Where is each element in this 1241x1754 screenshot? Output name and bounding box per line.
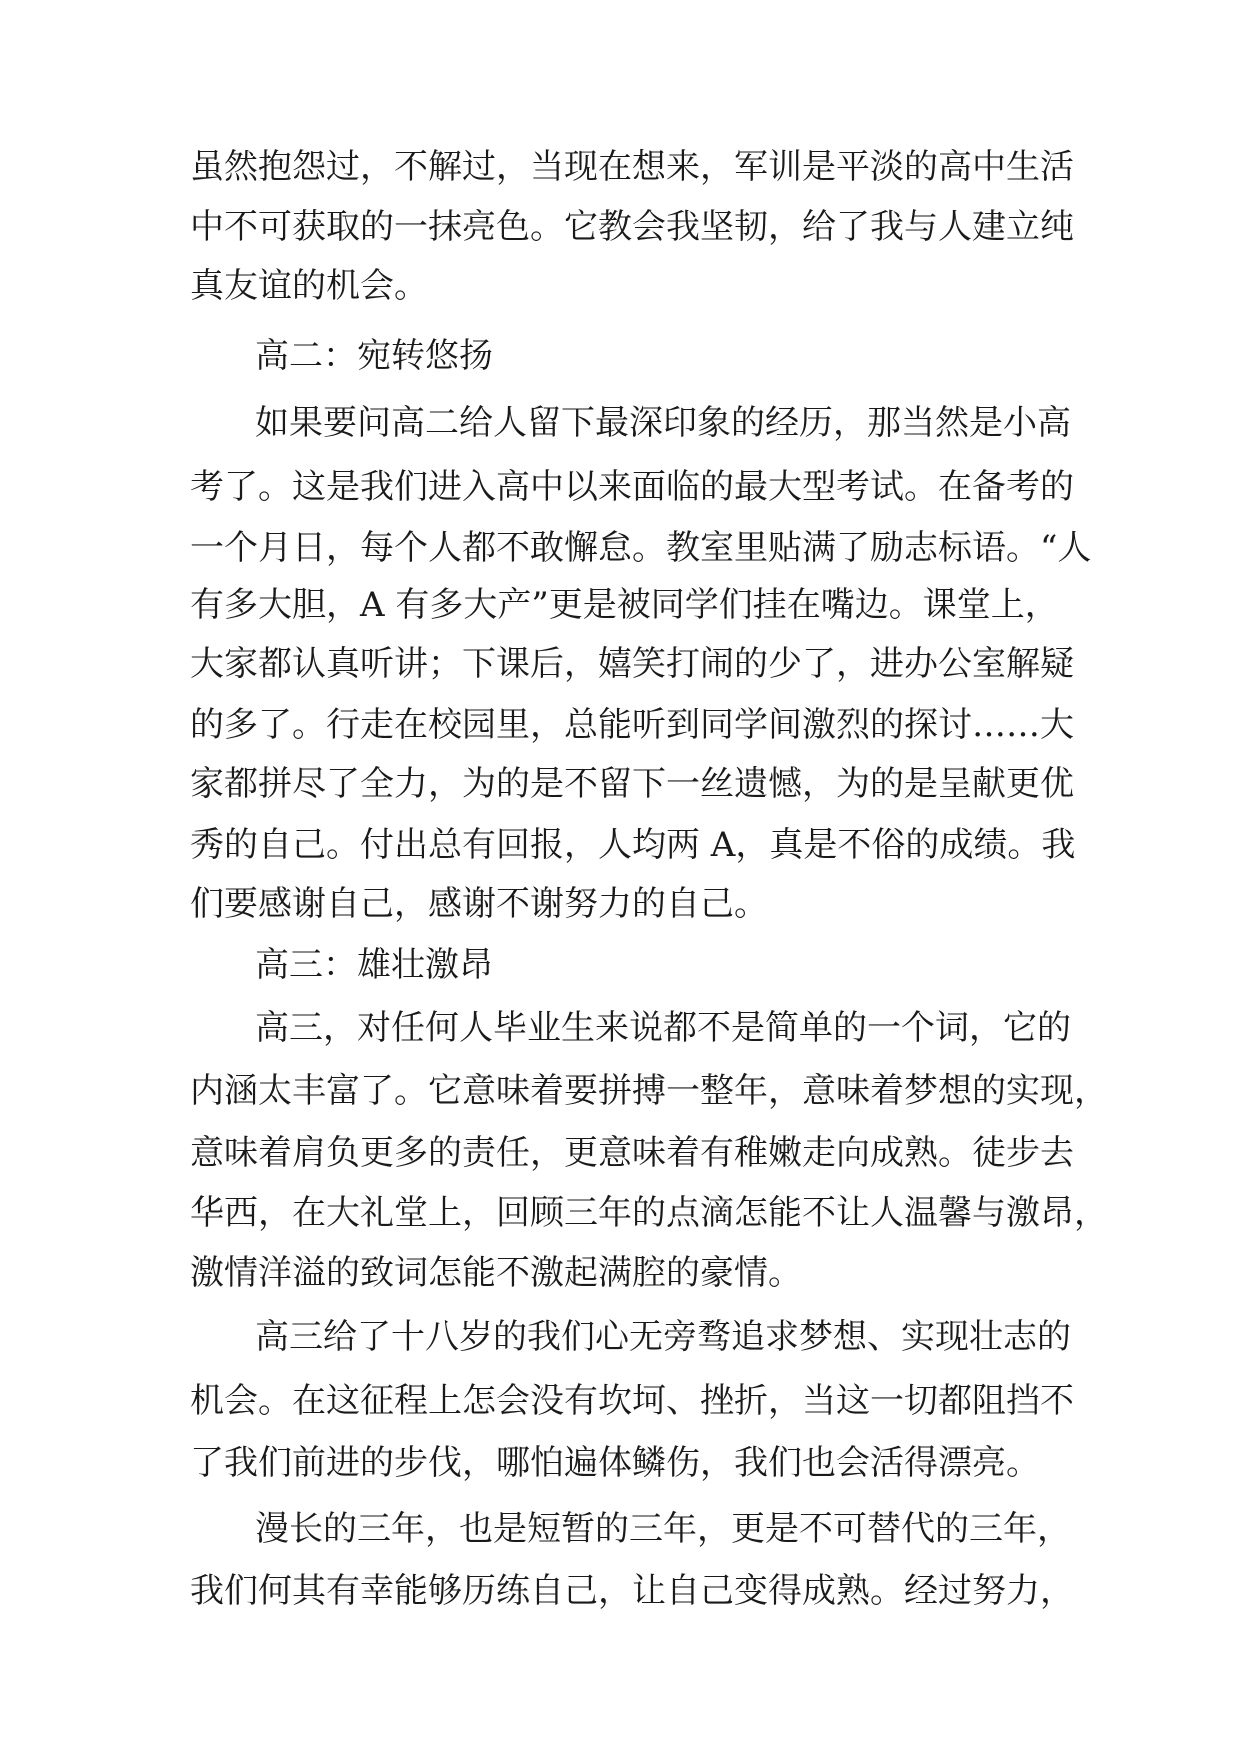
text-line bbox=[0, 518, 1241, 578]
text-line bbox=[0, 1561, 1241, 1621]
section-heading bbox=[0, 935, 1241, 995]
text-line bbox=[0, 256, 1241, 316]
text-line-content: 大家都认真听讲；下课后，嬉笑打闹的少了，进办公室解疑 bbox=[190, 644, 1074, 684]
text-line bbox=[0, 1061, 1241, 1121]
text-line-content: 了我们前进的步伐，哪怕遍体鳞伤，我们也会活得漂亮。 bbox=[190, 1443, 1040, 1483]
text-line bbox=[0, 1243, 1241, 1303]
text-line-content: 的多了。行走在校园里，总能听到同学间激烈的探讨……大 bbox=[190, 705, 1074, 745]
text-line-content: 激情洋溢的致词怎能不激起满腔的豪情。 bbox=[190, 1253, 802, 1293]
text-line-content: 如果要问高二给人留下最深印象的经历，那当然是小高 bbox=[255, 403, 1071, 443]
text-line bbox=[0, 695, 1241, 755]
section-heading-text: 高三：雄壮激昂 bbox=[255, 945, 493, 985]
text-line-content: 真友谊的机会。 bbox=[190, 266, 428, 306]
text-line-content: 一个月日，每个人都不敢懈怠。教室里贴满了励志标语。“人 bbox=[190, 528, 1092, 568]
text-line bbox=[0, 998, 1241, 1058]
text-line bbox=[0, 197, 1241, 257]
text-line bbox=[0, 575, 1241, 635]
text-line bbox=[0, 1499, 1241, 1559]
text-line bbox=[0, 1371, 1241, 1431]
text-line bbox=[0, 815, 1241, 875]
text-line bbox=[0, 457, 1241, 517]
text-line-content: 家都拼尽了全力，为的是不留下一丝遗憾，为的是呈献更优 bbox=[190, 764, 1074, 804]
text-line bbox=[0, 754, 1241, 814]
text-line bbox=[0, 1307, 1241, 1367]
text-line-content: 我们何其有幸能够历练自己，让自己变得成熟。经过努力， bbox=[190, 1571, 1074, 1611]
text-line bbox=[0, 1123, 1241, 1183]
text-line-content: 有多大胆，A 有多大产”更是被同学们挂在嘴边。课堂上， bbox=[190, 585, 1059, 625]
text-line bbox=[0, 137, 1241, 197]
text-line-content: 机会。在这征程上怎会没有坎坷、挫折，当这一切都阻挡不 bbox=[190, 1381, 1074, 1421]
text-line-content: 内涵太丰富了。它意味着要拼搏一整年，意味着梦想的实现， bbox=[190, 1071, 1108, 1111]
section-heading-text: 高二：宛转悠扬 bbox=[255, 336, 493, 376]
section-heading bbox=[0, 326, 1241, 386]
text-line-content: 高三给了十八岁的我们心无旁骛追求梦想、实现壮志的 bbox=[255, 1317, 1071, 1357]
text-line-content: 们要感谢自己，感谢不谢努力的自己。 bbox=[190, 884, 768, 924]
text-line-content: 高三，对任何人毕业生来说都不是简单的一个词，它的 bbox=[255, 1008, 1071, 1048]
text-line-content: 华西，在大礼堂上，回顾三年的点滴怎能不让人温馨与激昂， bbox=[190, 1193, 1108, 1233]
text-line bbox=[0, 393, 1241, 453]
text-line bbox=[0, 1183, 1241, 1243]
text-line-content: 秀的自己。付出总有回报，人均两 A，真是不俗的成绩。我 bbox=[190, 825, 1076, 865]
text-line bbox=[0, 874, 1241, 934]
text-line-content: 漫长的三年，也是短暂的三年，更是不可替代的三年， bbox=[255, 1509, 1071, 1549]
text-line-content: 中不可获取的一抹亮色。它教会我坚韧，给了我与人建立纯 bbox=[190, 207, 1074, 247]
text-line bbox=[0, 1433, 1241, 1493]
text-line-content: 虽然抱怨过，不解过，当现在想来，军训是平淡的高中生活 bbox=[190, 147, 1074, 187]
text-line-content: 意味着肩负更多的责任，更意味着有稚嫩走向成熟。徒步去 bbox=[190, 1133, 1074, 1173]
text-line-content: 考了。这是我们进入高中以来面临的最大型考试。在备考的 bbox=[190, 467, 1074, 507]
text-line bbox=[0, 634, 1241, 694]
